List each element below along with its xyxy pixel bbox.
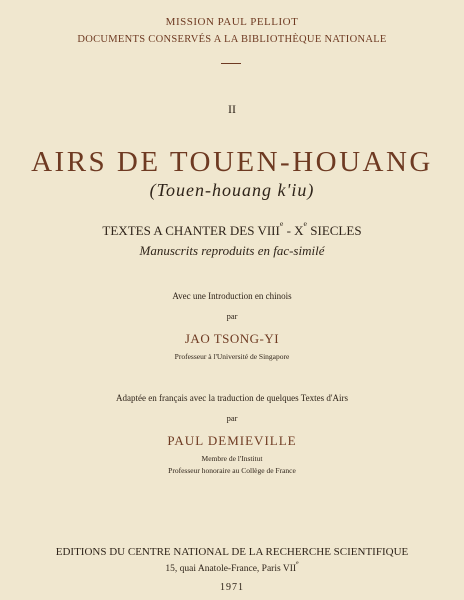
intro-affiliation: Professeur à l'Université de Singapore — [174, 352, 290, 361]
publication-year: 1971 — [220, 582, 244, 593]
volume-number: II — [228, 102, 236, 116]
series-name: MISSION PAUL PELLIOT — [165, 16, 299, 28]
adaptation-author: PAUL DEMIEVILLE — [167, 433, 297, 448]
collection-name: DOCUMENTS CONSERVÉS A LA BIBLIOTHÈQUE NATIONALE — [77, 34, 387, 45]
publisher-address: 15, quai Anatole-France, Paris VIIe — [165, 560, 299, 574]
adaptation-affiliation-1: Membre de l'Institut — [201, 454, 263, 463]
description-line-2: Manuscrits reproduits en fac-similé — [139, 243, 325, 258]
adaptation-par: par — [226, 413, 238, 423]
subtitle: (Touen-houang k'iu) — [149, 180, 315, 200]
publisher-name: EDITIONS DU CENTRE NATIONAL DE LA RECHERCHE SCIENTIFIQUE — [55, 546, 409, 558]
intro-par: par — [226, 311, 238, 321]
main-title: AIRS DE TOUEN-HOUANG — [31, 146, 433, 178]
intro-author: JAO TSONG-YI — [184, 331, 280, 346]
adaptation-text: Adaptée en français avec la traduction de quelques Textes d'Airs — [116, 393, 348, 403]
intro-text: Avec une Introduction en chinois — [172, 291, 292, 301]
adaptation-affiliation-2: Professeur honoraire au Collège de France — [168, 466, 296, 475]
header-rule — [221, 63, 241, 64]
description-line-1: TEXTES A CHANTER DES VIIIe - Xe SIECLES — [102, 218, 362, 238]
